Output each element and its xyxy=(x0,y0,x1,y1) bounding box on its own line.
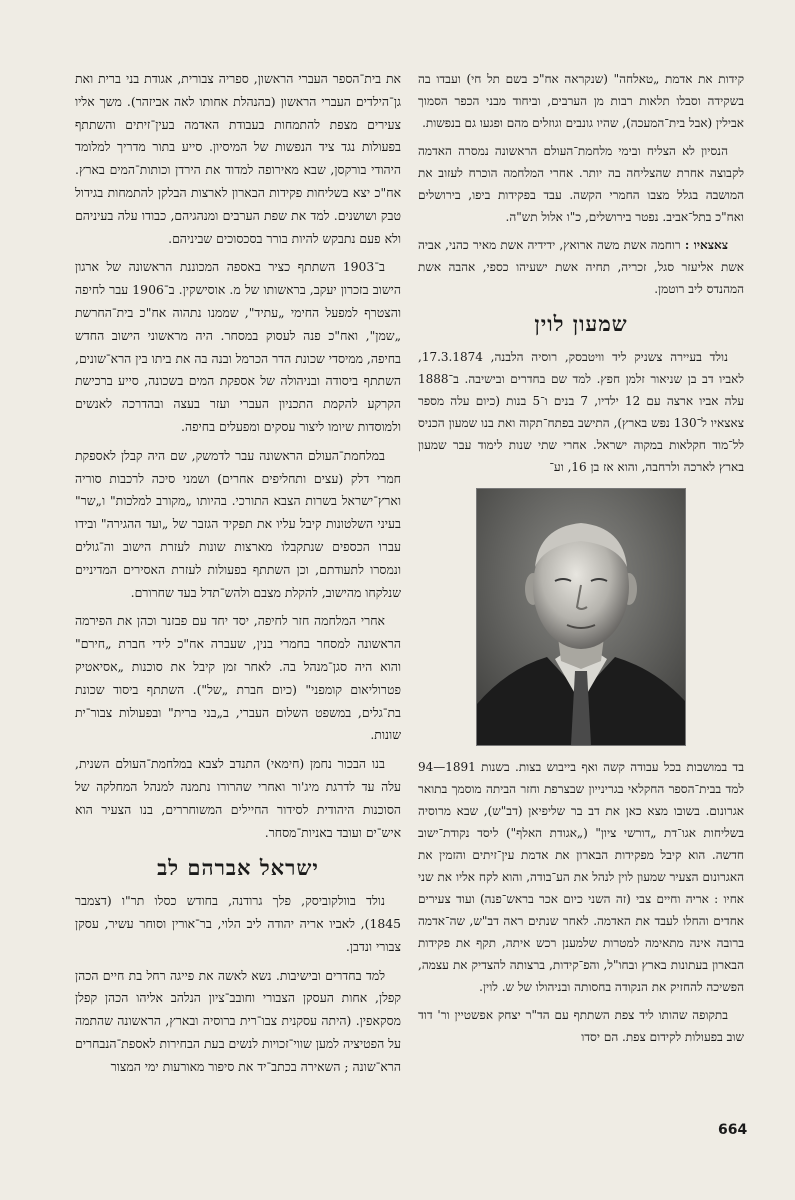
paragraph: קידות את אדמת „טאלחה" (שנקראה אח"כ בשם תל חי) ועבדו בה בשקידה וסבלו תלאות רבות מן הערבים, וביחוד מבני הכפר הסמוך אבילין (אבל בית־המעכה), שהיו גונבים וגוזלים מהם ופגעו גם בנפשות. xyxy=(418,72,744,130)
left-column xyxy=(75,68,401,1085)
paragraph: את בית־הספר העברי הראשון, ספריה צבורית, אגודת בני ברית ואת גן־הילדים העברי הראשון (בהנהלת אחותו לאה אביזהר). משך אליו צעירים מצפת להתמחות בעבודת האדמה בעין־זיתים והשתתף בפעולות נגד ציד הנפשות של המיסיון. סייע בתור מדריך למלומד היהודי בורקסן, שבא מאירופה למדוד את הירדן וכותות־המים בארץ. אח"כ יצא בשליחות פקידות הבארון לארצות הבלקן להתמחות בגידול טבק ושושנים. למד את שפת הערבים ומנהגיהם, כבודו עלה בעיניהם ולא פעם נתבקש להיות בורר בסכסוכים שביניהם. xyxy=(75,71,401,246)
section-heading: שמעון לוין xyxy=(534,311,628,336)
page-number: 664 xyxy=(718,1122,748,1138)
paragraph: בנו הבכור נחמן (חימאי) התנדב לצבא במלחמת־העולם השנית, עלה עד לדרגת מיג'ור ואחרי שהרורו נתמנה למנהל המחלקה של הסוכנות היהודית לסידור החיילים המשוחררים, בנו הצעיר הוא איש־ים ועובד באניות־מסחר. xyxy=(75,756,401,840)
paragraph: אחרי המלחמה חזר לחיפה, יסד יחד עם פבזנר וכהן את הפירמה הראשונה למסחר בחמרי בנין, שעברה אח"כ לידי חברת „חירם" והוא היה סגן־מנהל בה. לאחר זמן קיבל את סוכנות „אסיאטיק פטרוליאום קומפני" (כיום חברת „של"). השתתף ביסוד שכונת בת־גלים, במשפט השלום העברי, ב„בני ברית" ובפעולות צבור־ית שונות. xyxy=(75,613,401,743)
right-column xyxy=(418,68,744,1054)
section-heading: ישראל אברהם לב xyxy=(157,855,319,881)
descendants-paragraph xyxy=(418,234,744,300)
paragraph: למד בחדרים ובישיבות. נשא לאשה את פייגה רחל בת חיים הכהן קפלן, אחות העסקן הצבורי וחובב־ציון הנלהב אליהו הכהן קפלן מסקאפין. (היתה עסקנית צבו־רית ברוסיה ובארץ, הראשונה שהתמה על הפטיציה למען שווי־זכויות לנשים בעת הבחירות לאספת־הנבחרים הרא־שונה ; השאירה בכתב־יד את סיפור מאורעות ימי המצור xyxy=(75,967,401,1074)
paragraph: בתקופה שהותו ליד צפת השתתף עם הד"ר יצחק אפשטיין ור' דוד שוב בפעולות לקידום צפת. הם יסדו xyxy=(418,1008,744,1044)
paragraph: בד במושבות בכל עבודה קשה ואף בייבוש בצות. בשנות 1891—94 למד בבית־הספר החקלאי בגרינייון שבצרפת וחזר הביתה מוסמך בתואר אגרונום. בשובו מצא כאן את דב בר שליפיאן (דב"ש), שבא מרוסיה בשליחות אגו־דת „דורשי ציון" („אגודת האלף") ליסד נקודת־ישוב חדשה. הוא קיבל מפקידות הבארון את אדמת עין־זיתים והזמין את האגרונום הצעיר שמעון לוין לנהל את הע־בודה, והוא לקח אליו את שני אחיו : אריה וחיים צבי (זה השני כיום אכר בראש־פנה) ועוד צעירים אחדים והחלו לעבד את האדמה. לאחר שנתים ראה דב"ש, שה־אדמה ברובה אינה מתאימה למטרות שלמענן רכש איתה, תקף את פקידות הבארון בעתונות בארץ ובחו"ל, והפ־קידות, ברצותה להצדיק את עצמה, הפשיכה להחזיק את הנקודה בחסותה ובניהולו של ש. לוין. xyxy=(418,760,744,994)
paragraph: ב־1903 השתתף כציר באספה המכוננת הראשונה של ארגון הישוב בזכרון יעקב, בראשותו של מ. אוסישקין. ב־1906 עבר לחיפה והצטרף למפעל החימי „עתיד", שממנו נתהוה אח"כ בית־החרשת „שמן", ואח"כ פנה לעסוק במסחר. היה מראשוני הישוב החדש בחיפה, ממיסדי שכונת הדר הכרמל ובנה בה את ביתו בין הרא־שונים, השתתף ביסודה ובניהולה של אספקת המים בשכונה, סייע ברכישת הקרקע להקמת התכניון העברי ועזר בעצה ובהדרכה לאנשים ולמוסדות שיומו ליצור עסקים ומפעלים בחיפה. xyxy=(75,259,401,434)
descendants-label: צאצאיו : xyxy=(684,238,728,252)
paragraph: נולד בוולקוביסק, פלך גרודנה, בחודש כסלו תר"ו (דצמבר 1845), לאביו אריה יהודה ליב הלוי, בר־אורין וסוחר עשיר, עסקן צבורי ונדבן. xyxy=(75,893,401,954)
paragraph: במלחמת־העולם הראשונה עבר לדמשק, שם היה קבלן לאספקת חמרי דלק (עצים ותחליפים אחרים) ושמני סיכה לרכבות סוריה וארץ־ישראל בשרות הצבא התורכי. בהיותו „מקורב למלכות" ו„שר" בעיני השלטונות קיבל עליו את תפקיד הגזבר של „ועד ההגירה" ובידו עברו הכספים שנתקבלו מארצות שונות לעזרת הישוב וה־גולים ונמסרו לתעודתם, וכן השתתף בפעולות לעזרת האסירים המדיניים שנלקחו מהישוב, להקלת מצבם ולהש־תדל בעד שחרורם. xyxy=(75,447,401,600)
paragraph: נולד בעיירה צשניק ליד וויטבסק, רוסיה הלבנה, 17.3.1874, לאביו דב בן שניאור זלמן חפץ. למד שם בחדרים ובישיבה. ב־1888 עלה אביו ארצה עם 12 ילדיו, 7 בנים ו־5 בנות (כיום עלה מספר צאצאיו ל־130 נפש בארץ), התישב בפתח־תקוה ואת בנו שמעון הכניס לל־מוד חקלאות במקוה ישראל. אחרי שתי שנות לימוד עבר שמעון בארץ לארכה ולרחבה, והוא אז בן 16, וע־ xyxy=(418,350,744,474)
paragraph: הנסיון לא הצליח ובימי מלחמת־העולם הראשונה נמסרה האדמה לקבוצה אחרת שהצליחה בה יותר. אחרי המלחמה הוכרח לעזוב את המושבה בגלל מצבו החמרי הקשה. עבד בפקידות ביפו, בירושלים ואח"כ בתל־אביב. נפטר בירושלים, כ"ו אלול תש"ה. xyxy=(418,144,744,224)
portrait-photo xyxy=(476,488,686,746)
portrait-image xyxy=(477,489,685,745)
descendants-text: רוחמה אשת משה ארואץ, ידידיה אשת מאיר כהני, אביה אשת אליעזר סגל, זכריה, תחיה אשת ישעיהו כספי, אהבה אשת המהנדס ליב רוטמן. xyxy=(418,238,744,296)
